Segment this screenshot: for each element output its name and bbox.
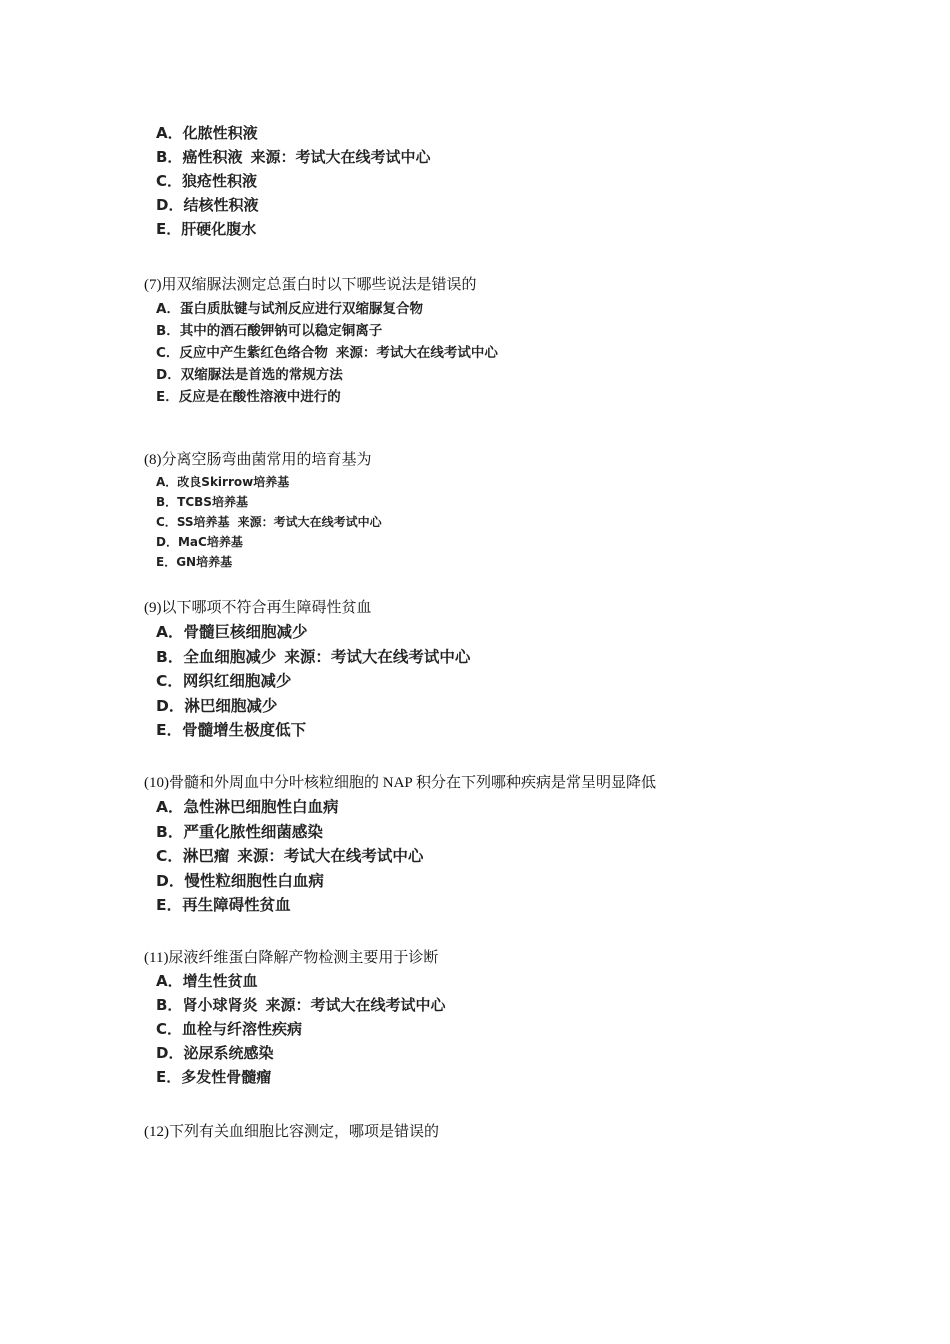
option-item	[156, 718, 470, 743]
option-text: 泌尿系统感染	[183, 1044, 274, 1062]
option-source: 来源：考试大在线考试中心	[335, 345, 498, 361]
option-text: 肾小球肾炎	[182, 996, 258, 1014]
option-text: 全血细胞减少	[183, 647, 277, 666]
option-item	[156, 969, 445, 993]
option-letter: A．	[156, 475, 178, 489]
option-letter: D．	[156, 367, 181, 383]
option-letter: C．	[156, 515, 177, 529]
option-item	[156, 795, 423, 820]
option-text: 骨髓增生极度低下	[182, 721, 307, 739]
option-item	[156, 121, 430, 145]
option-item	[156, 669, 470, 694]
option-text: 骨髓巨核细胞减少	[183, 623, 308, 641]
option-text: 反应是在酸性溶液中进行的	[178, 389, 341, 405]
option-item	[156, 1065, 445, 1089]
question-10-stem: (10)骨髓和外周血中分叶核粒细胞的 NAP 积分在下列哪种疾病是常呈明显降低	[144, 775, 656, 791]
option-text: 化脓性积液	[182, 124, 258, 142]
option-item	[156, 532, 382, 552]
option-letter: D．	[156, 871, 185, 890]
option-letter: E．	[156, 220, 182, 238]
option-letter: B．	[156, 323, 180, 339]
question-9-stem: (9)以下哪项不符合再生障碍性贫血	[144, 600, 372, 616]
option-text: 多发性骨髓瘤	[181, 1068, 272, 1086]
option-letter: E．	[156, 389, 179, 405]
option-list-question-9	[156, 620, 470, 743]
option-item	[156, 492, 382, 512]
option-letter: D．	[156, 1044, 184, 1062]
option-text: 网织红细胞减少	[182, 672, 292, 690]
option-text: 蛋白质肽键与试剂反应进行双缩脲复合物	[179, 301, 423, 317]
option-text: MaC培养基	[177, 535, 243, 549]
option-letter: C．	[156, 672, 183, 690]
option-letter: A．	[156, 972, 183, 990]
option-item	[156, 993, 445, 1017]
option-list-question-10	[156, 795, 423, 918]
option-letter: D．	[156, 196, 184, 214]
option-text: SS培养基	[176, 515, 230, 529]
option-source: 来源：考试大在线考试中心	[265, 996, 446, 1014]
option-list-question-7	[156, 298, 498, 408]
option-text: 双缩脲法是首选的常规方法	[180, 367, 343, 383]
option-item	[156, 364, 498, 386]
option-item	[156, 298, 498, 320]
option-item	[156, 193, 430, 217]
option-text: 癌性积液	[182, 148, 243, 166]
option-text: 再生障碍性贫血	[182, 896, 291, 914]
option-text: 改良Skirrow培养基	[177, 475, 290, 489]
option-item	[156, 1041, 445, 1065]
option-text: 严重化脓性细菌感染	[183, 822, 323, 841]
option-letter: D．	[156, 696, 185, 715]
option-text: 狼疮性积液	[182, 172, 258, 190]
option-letter: B．	[156, 647, 184, 666]
option-letter: E．	[156, 555, 177, 569]
option-list-block-0	[156, 121, 430, 241]
option-text: 淋巴瘤	[182, 847, 230, 865]
option-item	[156, 145, 430, 169]
option-letter: A．	[156, 301, 180, 317]
option-letter: E．	[156, 721, 183, 739]
option-letter: B．	[156, 495, 178, 509]
option-source: 来源：考试大在线考试中心	[237, 847, 424, 865]
option-item	[156, 342, 498, 364]
option-item	[156, 217, 430, 241]
question-11-stem: (11)尿液纤维蛋白降解产物检测主要用于诊断	[144, 950, 439, 966]
option-text: GN培养基	[176, 555, 233, 569]
option-text: 血栓与纤溶性疾病	[182, 1020, 303, 1038]
option-item	[156, 645, 470, 670]
question-12-stem: (12)下列有关血细胞比容测定，哪项是错误的	[144, 1124, 439, 1140]
option-letter: B．	[156, 822, 184, 841]
option-item	[156, 893, 423, 918]
option-source: 来源：考试大在线考试中心	[284, 647, 471, 666]
option-text: 慢性粒细胞性白血病	[184, 871, 324, 890]
option-item	[156, 386, 498, 408]
option-letter: C．	[156, 172, 183, 190]
option-letter: C．	[156, 847, 183, 865]
option-item	[156, 694, 470, 719]
option-item	[156, 552, 382, 572]
option-item	[156, 472, 382, 492]
option-letter: E．	[156, 1068, 182, 1086]
option-source: 来源：考试大在线考试中心	[250, 148, 431, 166]
option-item	[156, 320, 498, 342]
option-letter: C．	[156, 1020, 183, 1038]
option-item	[156, 512, 382, 532]
option-letter: B．	[156, 148, 183, 166]
option-letter: E．	[156, 896, 183, 914]
option-item	[156, 620, 470, 645]
question-8-stem: (8)分离空肠弯曲菌常用的培育基为	[144, 452, 372, 468]
option-list-question-8	[156, 472, 382, 572]
option-letter: C．	[156, 345, 180, 361]
option-text: 反应中产生紫红色络合物	[179, 345, 328, 361]
option-text: 结核性积液	[183, 196, 259, 214]
option-item	[156, 869, 423, 894]
option-letter: D．	[156, 535, 178, 549]
option-letter: B．	[156, 996, 183, 1014]
option-text: 急性淋巴细胞性白血病	[183, 798, 339, 816]
option-letter: A．	[156, 623, 184, 641]
question-7-stem: (7)用双缩脲法测定总蛋白时以下哪些说法是错误的	[144, 277, 477, 293]
option-item	[156, 169, 430, 193]
option-text: TCBS培养基	[177, 495, 248, 509]
option-item	[156, 1017, 445, 1041]
option-list-question-11	[156, 969, 445, 1089]
option-letter: A．	[156, 798, 184, 816]
option-item	[156, 820, 423, 845]
option-letter: A．	[156, 124, 183, 142]
option-text: 肝硬化腹水	[181, 220, 257, 238]
option-text: 其中的酒石酸钾钠可以稳定铜离子	[179, 323, 383, 339]
option-source: 来源：考试大在线考试中心	[237, 515, 382, 529]
option-text: 淋巴细胞减少	[184, 696, 278, 715]
option-item	[156, 844, 423, 869]
option-text: 增生性贫血	[182, 972, 258, 990]
